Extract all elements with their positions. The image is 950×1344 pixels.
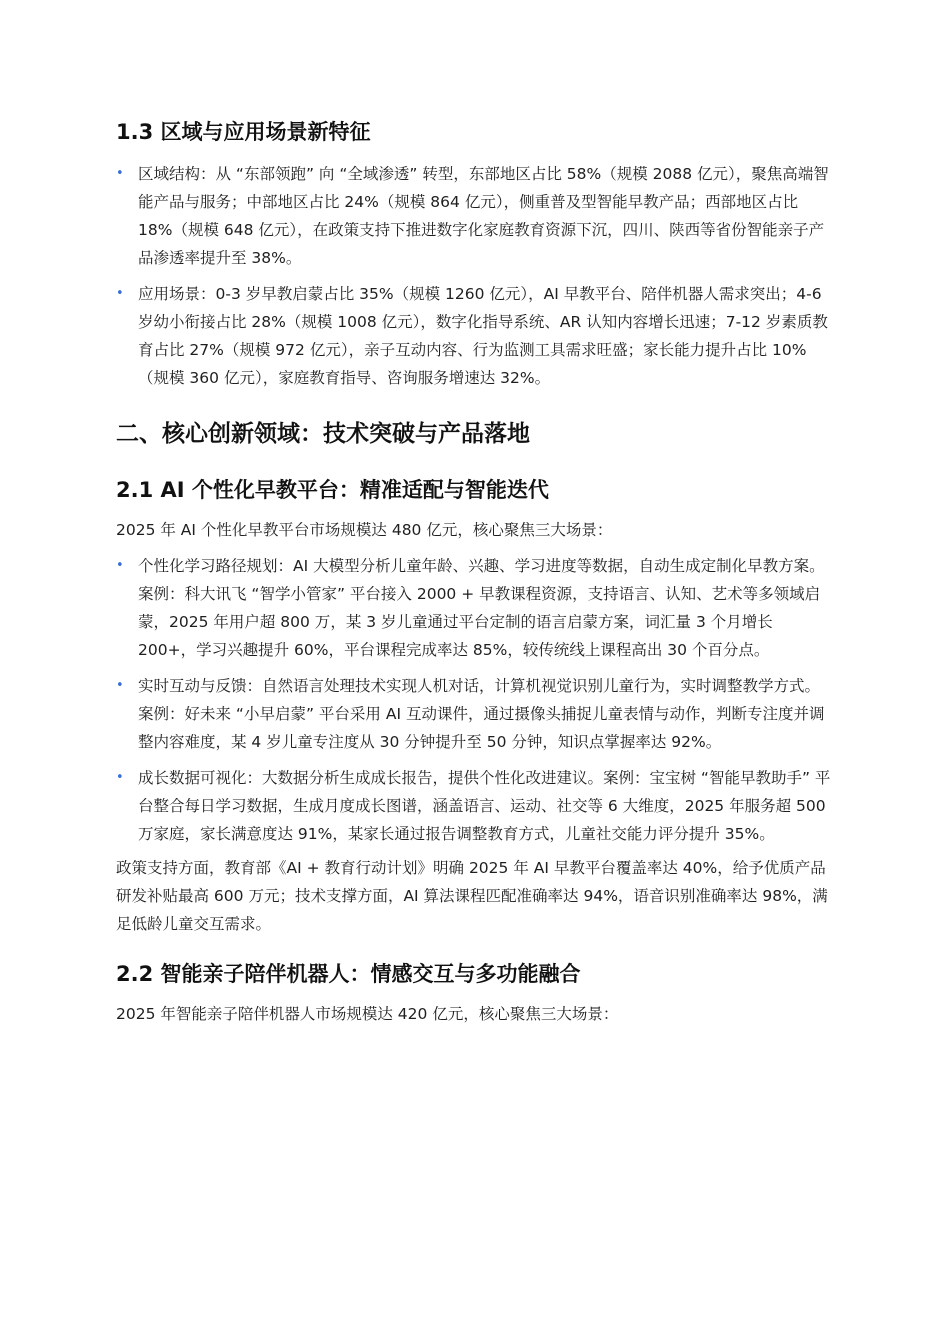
list-item-text: 个性化学习路径规划：AI 大模型分析儿童年龄、兴趣、学习进度等数据，自动生成定制化早教方案。案例：科大讯飞 “智学小管家” 平台接入 2000 + 早教课程资源，支持语言、认知、艺术等多领域启蒙，2025 年用户超 800 万，某 3 岁儿童通过平台定制的语言启蒙方案，词汇量 3 个月增长 200+，学习兴趣提升 60%，平台课程完成率达 85%，较传统线上课程高出 30 个百分点。 <box>138 557 825 659</box>
section-1-3-list <box>116 160 834 392</box>
list-item-text: 实时互动与反馈：自然语言处理技术实现人机对话，计算机视觉识别儿童行为，实时调整教学方式。案例：好未来 “小早启蒙” 平台采用 AI 互动课件，通过摄像头捕捉儿童表情与动作，判断专注度并调整内容难度，某 4 岁儿童专注度从 30 分钟提升至 50 分钟，知识点掌握率达 92%。 <box>138 677 825 751</box>
section-2-2-title: 2.2 智能亲子陪伴机器人：情感交互与多功能融合 <box>116 962 581 986</box>
section-2-2-intro: 2025 年智能亲子陪伴机器人市场规模达 420 亿元，核心聚焦三大场景： <box>116 1005 619 1023</box>
bullet-dot-icon: • <box>116 286 124 301</box>
list-item <box>116 552 834 664</box>
bullet-dot-icon: • <box>116 558 124 573</box>
bullet-dot-icon: • <box>116 770 124 785</box>
bullet-dot-icon: • <box>116 166 124 181</box>
section-2-1-closing: 政策支持方面，教育部《AI + 教育行动计划》明确 2025 年 AI 早教平台覆盖率达 40%，给予优质产品研发补贴最高 600 万元；技术支撑方面，AI 算法课程匹配准确率达 94%，语音识别准确率达 98%，满足低龄儿童交互需求。 <box>116 859 828 933</box>
section-2-1-list <box>116 552 834 848</box>
section-2-1-intro: 2025 年 AI 个性化早教平台市场规模达 480 亿元，核心聚焦三大场景： <box>116 521 613 539</box>
list-item-text: 成长数据可视化：大数据分析生成成长报告，提供个性化改进建议。案例：宝宝树 “智能早教助手” 平台整合每日学习数据，生成月度成长图谱，涵盖语言、运动、社交等 6 大维度，2025 年服务超 500 万家庭，家长满意度达 91%，某家长通过报告调整教育方式，儿童社交能力评分提升 35%。 <box>138 769 831 843</box>
document-body <box>116 114 834 1028</box>
chapter-2-title: 二、核心创新领域：技术突破与产品落地 <box>116 421 530 447</box>
list-item <box>116 672 834 756</box>
section-2-1-title: 2.1 AI 个性化早教平台：精准适配与智能迭代 <box>116 478 549 502</box>
list-item-text: 区域结构：从 “东部领跑” 向 “全域渗透” 转型，东部地区占比 58%（规模 2088 亿元），聚焦高端智能产品与服务；中部地区占比 24%（规模 864 亿元），侧重普及型智能早教产品；西部地区占比 18%（规模 648 亿元），在政策支持下推进数字化家庭教育资源下沉，四川、陕西等省份智能亲子产品渗透率提升至 38%。 <box>138 165 829 267</box>
section-1-3-title: 1.3 区域与应用场景新特征 <box>116 120 371 144</box>
list-item <box>116 764 834 848</box>
list-item-text: 应用场景：0-3 岁早教启蒙占比 35%（规模 1260 亿元），AI 早教平台、陪伴机器人需求突出；4-6 岁幼小衔接占比 28%（规模 1008 亿元），数字化指导系统、AR 认知内容增长迅速；7-12 岁素质教育占比 27%（规模 972 亿元），亲子互动内容、行为监测工具需求旺盛；家长能力提升占比 10%（规模 360 亿元），家庭教育指导、咨询服务增速达 32%。 <box>138 285 828 387</box>
list-item <box>116 280 834 392</box>
bullet-dot-icon: • <box>116 678 124 693</box>
list-item <box>116 160 834 272</box>
